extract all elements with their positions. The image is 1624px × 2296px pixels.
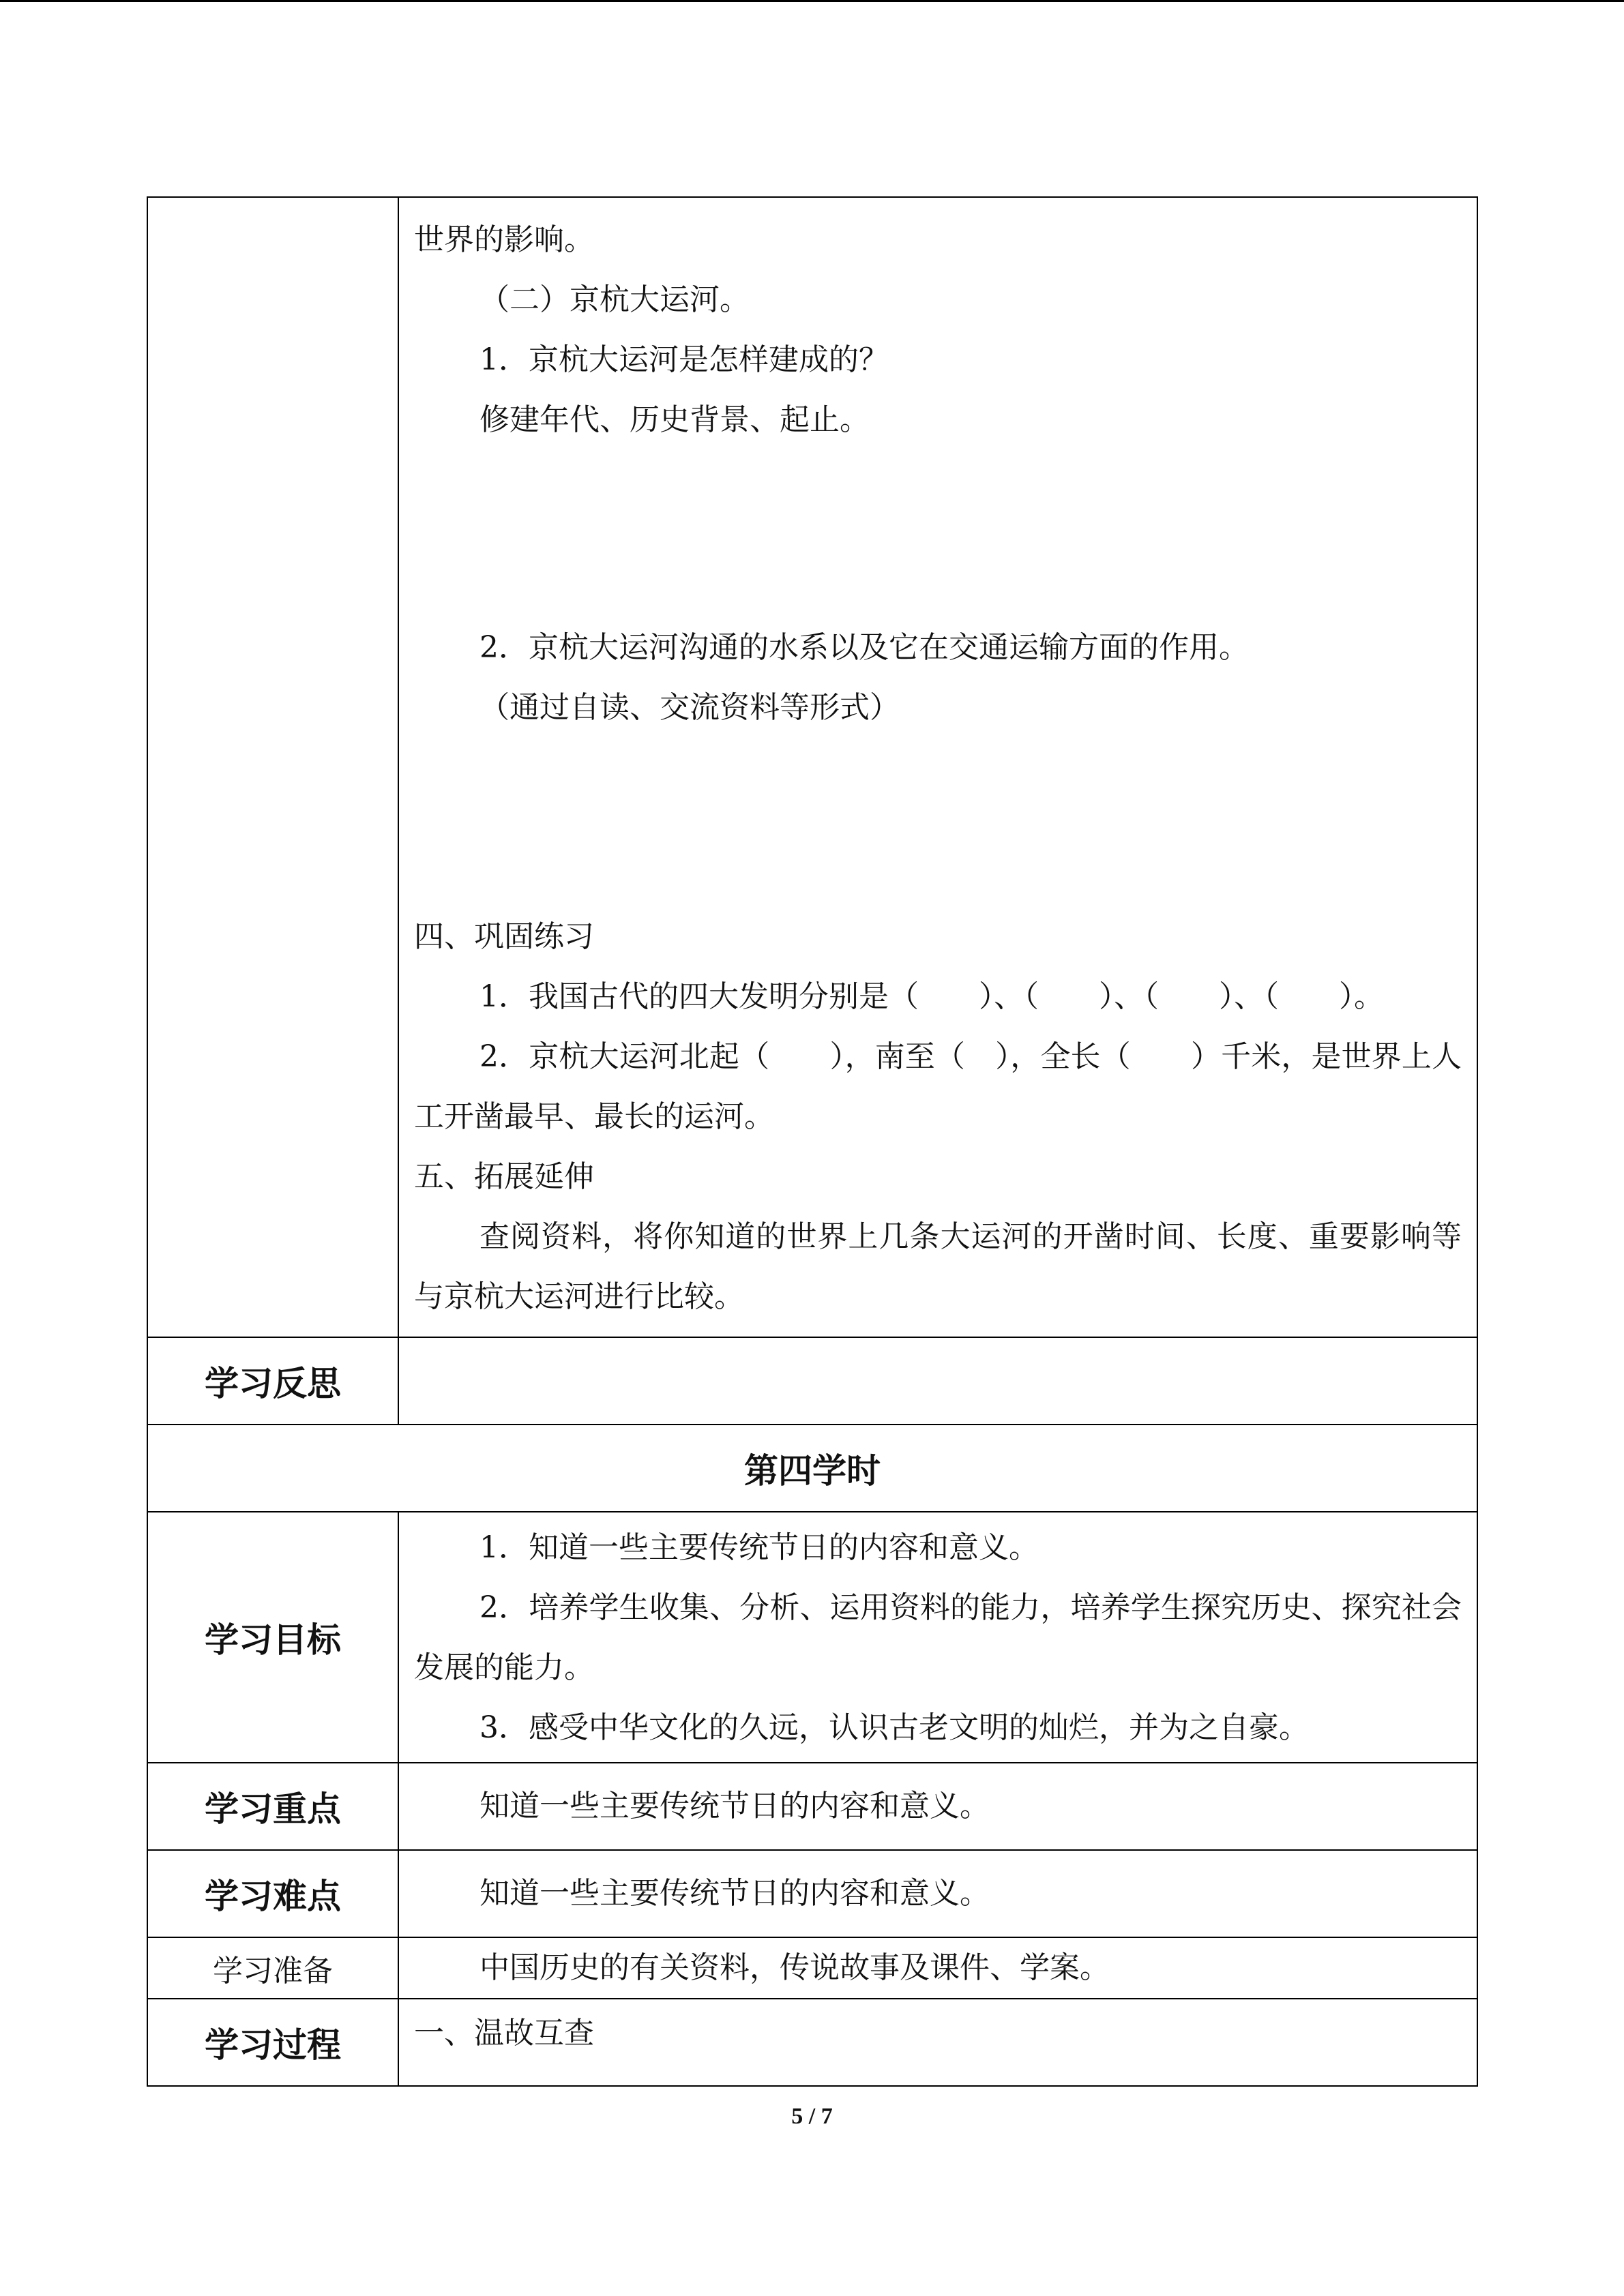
objectives-content [398, 1512, 1477, 1763]
preparation-content [398, 1937, 1477, 1999]
row-preparation [147, 1937, 1477, 1999]
lesson-plan-table [147, 196, 1478, 2087]
row-section-title [147, 1425, 1477, 1512]
hint-1: 修建年代、历史背景、起止。 [479, 402, 870, 437]
row-key-points [147, 1763, 1477, 1850]
row-difficulties [147, 1850, 1477, 1937]
process-content [398, 1999, 1477, 2086]
key-points-text: 知道一些主要传统节日的内容和意义。 [479, 1789, 990, 1823]
answer-space [414, 738, 1462, 907]
process-text: 一、温故互查 [414, 2016, 594, 2051]
objectives-label: 学习目标 [147, 1512, 398, 1763]
difficulties-content [398, 1850, 1477, 1937]
difficulties-text: 知道一些主要传统节日的内容和意义。 [479, 1876, 990, 1911]
lesson-plan-page [147, 196, 1477, 2087]
page-number: 5 / 7 [791, 2104, 833, 2129]
reflection-content [398, 1337, 1477, 1425]
top-border-line [0, 0, 1624, 2]
row-continued-process [147, 197, 1477, 1337]
heading-practice: 四、巩固练习 [414, 919, 594, 954]
section-title: 第四学时 [147, 1425, 1477, 1512]
answer-space [414, 450, 1462, 618]
continued-content [398, 197, 1477, 1337]
process-label: 学习过程 [147, 1999, 398, 2086]
question-1: 1．京杭大运河是怎样建成的？ [479, 342, 889, 377]
hint-2: （通过自读、交流资料等形式） [479, 690, 900, 725]
preparation-label: 学习准备 [147, 1937, 398, 1999]
key-points-label: 学习重点 [147, 1763, 398, 1850]
heading-extension: 五、拓展延伸 [414, 1159, 594, 1194]
key-points-content [398, 1763, 1477, 1850]
question-2: 2．京杭大运河沟通的水系以及它在交通运输方面的作用。 [479, 630, 1249, 665]
exercise-1: 1．我国古代的四大发明分别是（ ）、（ ）、（ ）、（ ）。 [479, 979, 1384, 1014]
objective-item: 3．感受中华文化的久远，认识古老文明的灿烂，并为之自豪。 [479, 1710, 1309, 1745]
text-line: 世界的影响。 [414, 222, 594, 257]
extension-task: 查阅资料，将你知道的世界上几条大运河的开凿时间、长度、重要影响等与京杭大运河进行比较。 [414, 1219, 1462, 1314]
objective-item: 2．培养学生收集、分析、运用资料的能力，培养学生探究历史、探究社会发展的能力。 [414, 1590, 1462, 1685]
subheading-grand-canal: （二）京杭大运河。 [479, 282, 750, 317]
row-process [147, 1999, 1477, 2086]
reflection-label: 学习反思 [147, 1337, 398, 1425]
exercise-2: 2．京杭大运河北起（ ），南至（ ），全长（ ）千米，是世界上人工开凿最早、最长的运河。 [414, 1039, 1462, 1134]
objective-item: 1．知道一些主要传统节日的内容和意义。 [479, 1530, 1039, 1565]
label-cell-empty [147, 197, 398, 1337]
row-reflection [147, 1337, 1477, 1425]
difficulties-label: 学习难点 [147, 1850, 398, 1937]
row-objectives [147, 1512, 1477, 1763]
preparation-text: 中国历史的有关资料，传说故事及课件、学案。 [479, 1950, 1110, 1985]
